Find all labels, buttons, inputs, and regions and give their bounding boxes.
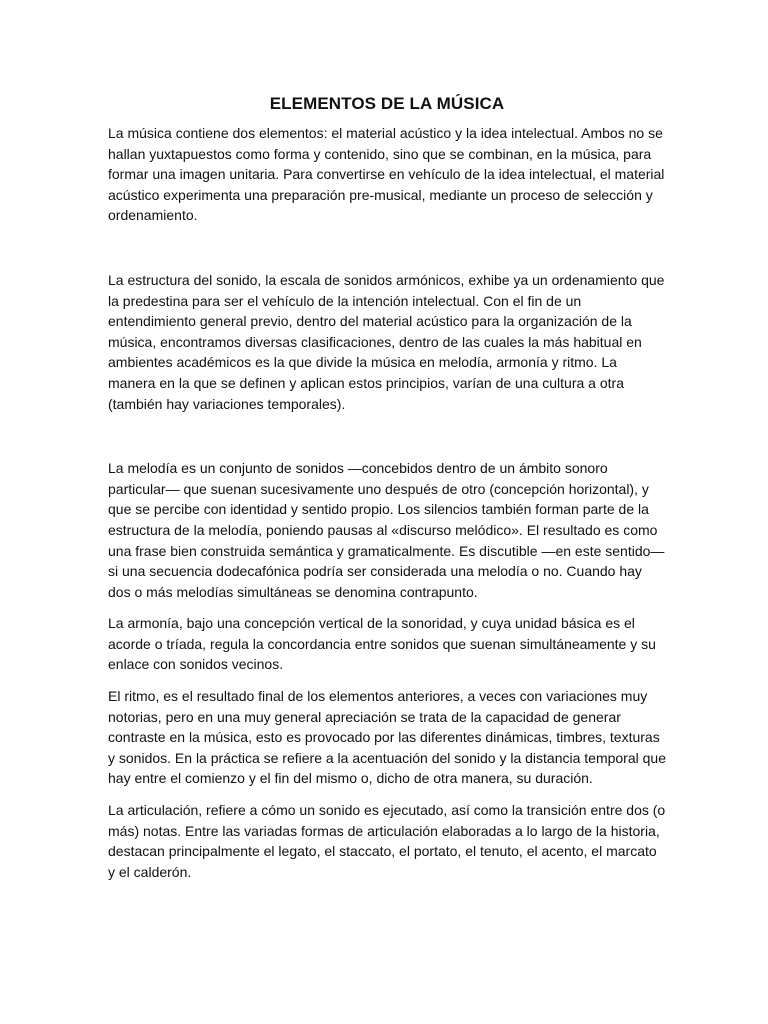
document-page [108, 92, 666, 882]
paragraph-rhythm: El ritmo, es el resultado final de los elementos anteriores, a veces con variaciones muy notorias, pero en una muy general apreciación se trata de la capacidad de generar contraste en la música, esto es provocado por las diferentes dinámicas, timbres, texturas y sonidos. En la práctica se refiere a la acentuación del sonido y la distancia temporal que hay entre el comienzo y el fin del mismo o, dicho de otra manera, su duración. [108, 688, 666, 787]
paragraph-articulation: La articulación, refiere a cómo un sonido es ejecutado, así como la transición entre dos (o más) notas. Entre las variadas formas de articulación elaboradas a lo largo de la historia, destacan principalmente el legato, el staccato, el portato, el tenuto, el acento, el marcato y el calderón. [108, 802, 666, 880]
document-title: ELEMENTOS DE LA MÚSICA [269, 94, 505, 113]
paragraph-intro: La música contiene dos elementos: el material acústico y la idea intelectual. Ambos no se hallan yuxtapuestos como forma y contenido, sino que se combinan, en la música, para formar una imagen unitaria. Para convertirse en vehículo de la idea intelectual, el material acústico experimenta una preparación pre-musical, mediante un proceso de selección y ordenamiento. [108, 125, 665, 224]
paragraph-sound-structure: La estructura del sonido, la escala de sonidos armónicos, exhibe ya un ordenamiento que la predestina para ser el vehículo de la intención intelectual. Con el fin de un entendimiento general previo, dentro del material acústico para la organización de la música, encontramos diversas clasificaciones, dentro de las cuales la más habitual en ambientes académicos es la que divide la música en melodía, armonía y ritmo. La manera en la que se definen y aplican estos principios, varían de una cultura a otra (también hay variaciones temporales). [108, 271, 665, 412]
paragraph-harmony: La armonía, bajo una concepción vertical de la sonoridad, y cuya unidad básica es el acorde o tríada, regula la concordancia entre sonidos que suenan simultáneamente y su enlace con sonidos vecinos. [108, 615, 656, 673]
paragraph-melody: La melodía es un conjunto de sonidos —concebidos dentro de un ámbito sonoro particular— que suenan sucesivamente uno después de otro (concepción horizontal), y que se percibe con identidad y sentido propio. Los silencios también forman parte de la estructura de la melodía, poniendo pausas al «discurso melódico». El resultado es como una frase bien construida semántica y gramaticalmente. Es discutible —en este sentido— si una secuencia dodecafónica podría ser considerada una melodía o no. Cuando hay dos o más melodías simultáneas se denomina contrapunto. [108, 460, 665, 600]
